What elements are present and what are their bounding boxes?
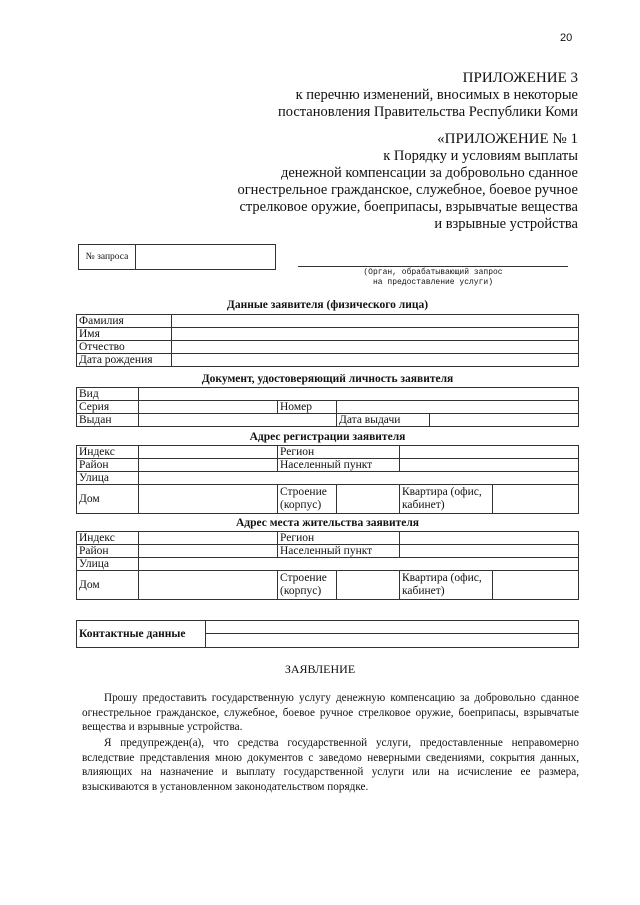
building-label-line: (корпус) xyxy=(280,499,322,511)
building-label-line: Строение xyxy=(280,486,327,498)
field-label: Индекс xyxy=(77,446,139,459)
number-input[interactable] xyxy=(337,401,579,414)
flat-label xyxy=(400,485,493,514)
id-doc-heading: Документ, удостоверяющий личность заявителя xyxy=(201,373,454,385)
appendix1-line: и взрывные устройства xyxy=(434,216,578,232)
appendix3-block xyxy=(278,70,578,121)
res-address-heading: Адрес места жительства заявителя xyxy=(235,517,420,529)
request-number-field[interactable] xyxy=(136,245,275,269)
district-input[interactable] xyxy=(139,545,278,558)
statement-paragraph-1: Прошу предоставить государственную услугу денежную компенсацию за добровольно сданное огнестрельное гражданское, служебное, боевое ручное стрелковое оружие, боеприпасы, взрывчатые вещества и взрывные устройства. xyxy=(82,692,579,733)
appendix1-block xyxy=(237,131,578,233)
locality-input[interactable] xyxy=(400,459,579,472)
field-label: Населенный пункт xyxy=(278,459,400,472)
doc-type-input[interactable] xyxy=(139,388,579,401)
field-label: Отчество xyxy=(77,341,172,354)
res-address-table xyxy=(76,531,579,600)
statement-title: ЗАЯВЛЕНИЕ xyxy=(284,662,356,676)
index-input[interactable] xyxy=(139,532,278,545)
appendix1-line: денежной компенсации за добровольно сданное xyxy=(280,165,578,181)
field-label: Вид xyxy=(77,388,139,401)
appendix1-line: огнестрельное гражданское, служебное, боевое ручное xyxy=(237,182,578,198)
organ-caption-line: (Орган, обрабатывающий запрос xyxy=(363,268,503,277)
organ-line[interactable] xyxy=(298,266,568,267)
organ-caption-line: на предоставление услуги) xyxy=(372,278,494,287)
region-input[interactable] xyxy=(400,446,579,459)
contacts-input[interactable] xyxy=(206,621,579,648)
field-label: Выдан xyxy=(77,414,139,427)
reg-address-heading: Адрес регистрации заявителя xyxy=(249,431,406,443)
applicant-table xyxy=(76,314,579,367)
building-input[interactable] xyxy=(337,571,400,600)
field-label: Улица xyxy=(77,472,139,485)
appendix1-line: стрелковое оружие, боеприпасы, взрывчатые вещества xyxy=(239,199,578,215)
field-label: Дата рождения xyxy=(77,354,172,367)
field-label: Индекс xyxy=(77,532,139,545)
field-label: Имя xyxy=(77,328,172,341)
contacts-line xyxy=(206,621,578,634)
id-doc-table xyxy=(76,387,579,427)
surname-input[interactable] xyxy=(172,315,579,328)
organ-caption xyxy=(298,268,568,288)
appendix3-line: постановления Правительства Республики Коми xyxy=(277,104,578,120)
birthdate-input[interactable] xyxy=(172,354,579,367)
house-input[interactable] xyxy=(139,571,278,600)
flat-label xyxy=(400,571,493,600)
field-label: Улица xyxy=(77,558,139,571)
building-label xyxy=(278,485,337,514)
field-label: Населенный пункт xyxy=(278,545,400,558)
name-input[interactable] xyxy=(172,328,579,341)
patronymic-input[interactable] xyxy=(172,341,579,354)
reg-address-table xyxy=(76,445,579,514)
flat-label-line: кабинет) xyxy=(402,585,445,597)
request-number-box xyxy=(78,244,276,270)
field-label: Район xyxy=(77,545,139,558)
region-input[interactable] xyxy=(400,532,579,545)
request-number-label: № запроса xyxy=(79,245,136,269)
flat-label-line: Квартира (офис, xyxy=(402,486,482,498)
flat-input[interactable] xyxy=(493,485,579,514)
contacts-line xyxy=(206,634,578,647)
building-input[interactable] xyxy=(337,485,400,514)
field-label: Дата выдачи xyxy=(337,414,430,427)
street-input[interactable] xyxy=(139,472,579,485)
house-input[interactable] xyxy=(139,485,278,514)
flat-label-line: Квартира (офис, xyxy=(402,572,482,584)
page-number: 20 xyxy=(560,32,573,44)
building-label-line: Строение xyxy=(280,572,327,584)
issued-by-input[interactable] xyxy=(139,414,337,427)
field-label: Регион xyxy=(278,446,400,459)
field-label: Серия xyxy=(77,401,139,414)
field-label: Дом xyxy=(77,485,139,514)
statement-paragraph-2: Я предупрежден(а), что средства государственной услуги, предоставленные неправомерно вследствие представления мною документов с заведомо неверными сведениями, сокрытия данных, влияющих на назначение и выплату государственной услуги или на исчисление ее размера, взыскиваются в установленном законодательством порядке. xyxy=(82,737,579,793)
building-label-line: (корпус) xyxy=(280,585,322,597)
appendix3-line: к перечню изменений, вносимых в некоторые xyxy=(295,87,578,103)
building-label xyxy=(278,571,337,600)
field-label: Фамилия xyxy=(77,315,172,328)
applicant-heading: Данные заявителя (физического лица) xyxy=(226,299,429,311)
field-label: Район xyxy=(77,459,139,472)
index-input[interactable] xyxy=(139,446,278,459)
flat-label-line: кабинет) xyxy=(402,499,445,511)
locality-input[interactable] xyxy=(400,545,579,558)
field-label: Дом xyxy=(77,571,139,600)
issue-date-input[interactable] xyxy=(430,414,579,427)
field-label: Регион xyxy=(278,532,400,545)
flat-input[interactable] xyxy=(493,571,579,600)
series-input[interactable] xyxy=(139,401,278,414)
appendix1-title: «ПРИЛОЖЕНИЕ № 1 xyxy=(437,131,578,147)
street-input[interactable] xyxy=(139,558,579,571)
field-label: Номер xyxy=(278,401,337,414)
contacts-label: Контактные данные xyxy=(77,621,206,648)
district-input[interactable] xyxy=(139,459,278,472)
appendix3-title: ПРИЛОЖЕНИЕ 3 xyxy=(462,70,578,86)
appendix1-line: к Порядку и условиям выплаты xyxy=(383,148,578,164)
contacts-table xyxy=(76,620,579,648)
